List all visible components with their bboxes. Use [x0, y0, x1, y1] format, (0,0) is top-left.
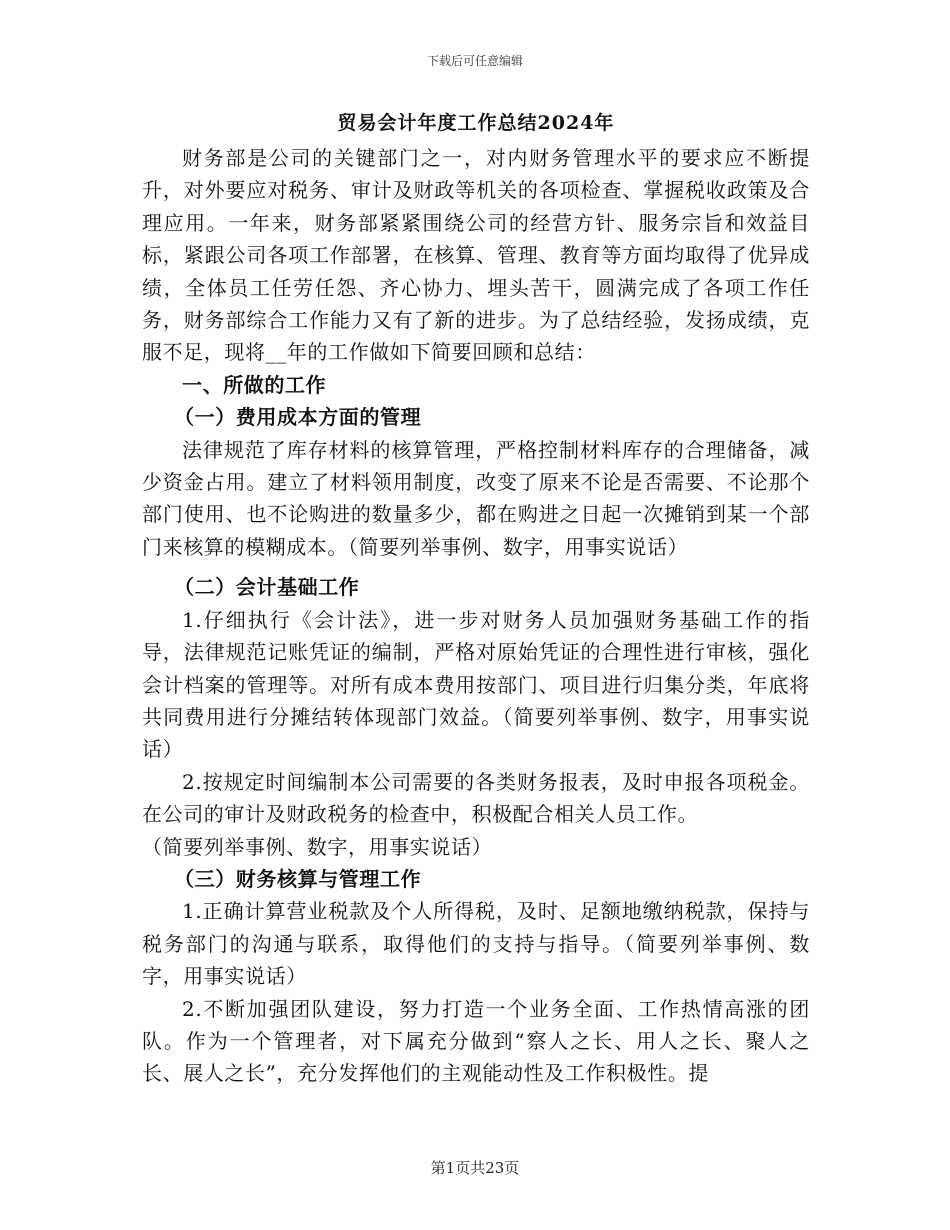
document-body [142, 106, 810, 1090]
section-heading-1: 一、所做的工作 [182, 372, 327, 397]
subsection-heading-3: （三）财务核算与管理工作 [174, 866, 422, 891]
subsection-1-paragraph-1: 法律规范了库存材料的核算管理，严格控制材料库存的合理储备，减少资金占用。建立了材料领用制度，改变了原来不论是否需要、不论那个部门使用、也不论购进的数量多少，都在购进之日起一次摊销到某一个部门来核算的模糊成本。（简要列举事例、数字，用事实说话） [142, 437, 810, 559]
page-header: 下载后可任意编辑 [426, 54, 523, 68]
subsection-2-paragraph-1: 1.仔细执行《会计法》，进一步对财务人员加强财务基础工作的指导，法律规范记账凭证的编制，严格对原始凭证的合理性进行审核，强化会计档案的管理等。对所有成本费用按部门、项目进行归集分类，年底将共同费用进行分摊结转体现部门效益。（简要列举事例、数字，用事实说话） [142, 607, 810, 762]
subsection-3-paragraph-1: 1.正确计算营业税款及个人所得税，及时、足额地缴纳税款，保持与税务部门的沟通与联系，取得他们的支持与指导。（简要列举事例、数字，用事实说话） [142, 899, 810, 989]
subsection-heading-2: （二）会计基础工作 [174, 575, 360, 600]
subsection-2-paragraph-2: 2.按规定时间编制本公司需要的各类财务报表，及时申报各项税金。在公司的审计及财政税务的检查中，积极配合相关人员工作。 [142, 769, 810, 827]
subsection-2-paragraph-2-note: （简要列举事例、数字，用事实说话） [142, 834, 493, 859]
intro-paragraph: 财务部是公司的关键部门之一，对内财务管理水平的要求应不断提升，对外要应对税务、审计及财政等机关的各项检查、掌握税收政策及合理应用。一年来，财务部紧紧围绕公司的经营方针、服务宗旨和效益目标，紧跟公司各项工作部署，在核算、管理、教育等方面均取得了优异成绩，全体员工任劳任怨、齐心协力、埋头苦干，圆满完成了各项工作任务，财务部综合工作能力又有了新的进步。为了总结经验，发扬成绩，克服不足，现将__年的工作做如下简要回顾和总结： [142, 146, 810, 365]
subsection-heading-1: （一）费用成本方面的管理 [174, 405, 422, 430]
subsection-3-paragraph-2: 2.不断加强团队建设，努力打造一个业务全面、工作热情高涨的团队。作为一个管理者，对下属充分做到“察人之长、用人之长、聚人之长、展人之长”，充分发挥他们的主观能动性及工作积极性。提 [142, 996, 810, 1086]
page-footer: 第1页共23页 [430, 1159, 520, 1177]
document-title: 贸易会计年度工作总结2024年 [337, 112, 615, 134]
